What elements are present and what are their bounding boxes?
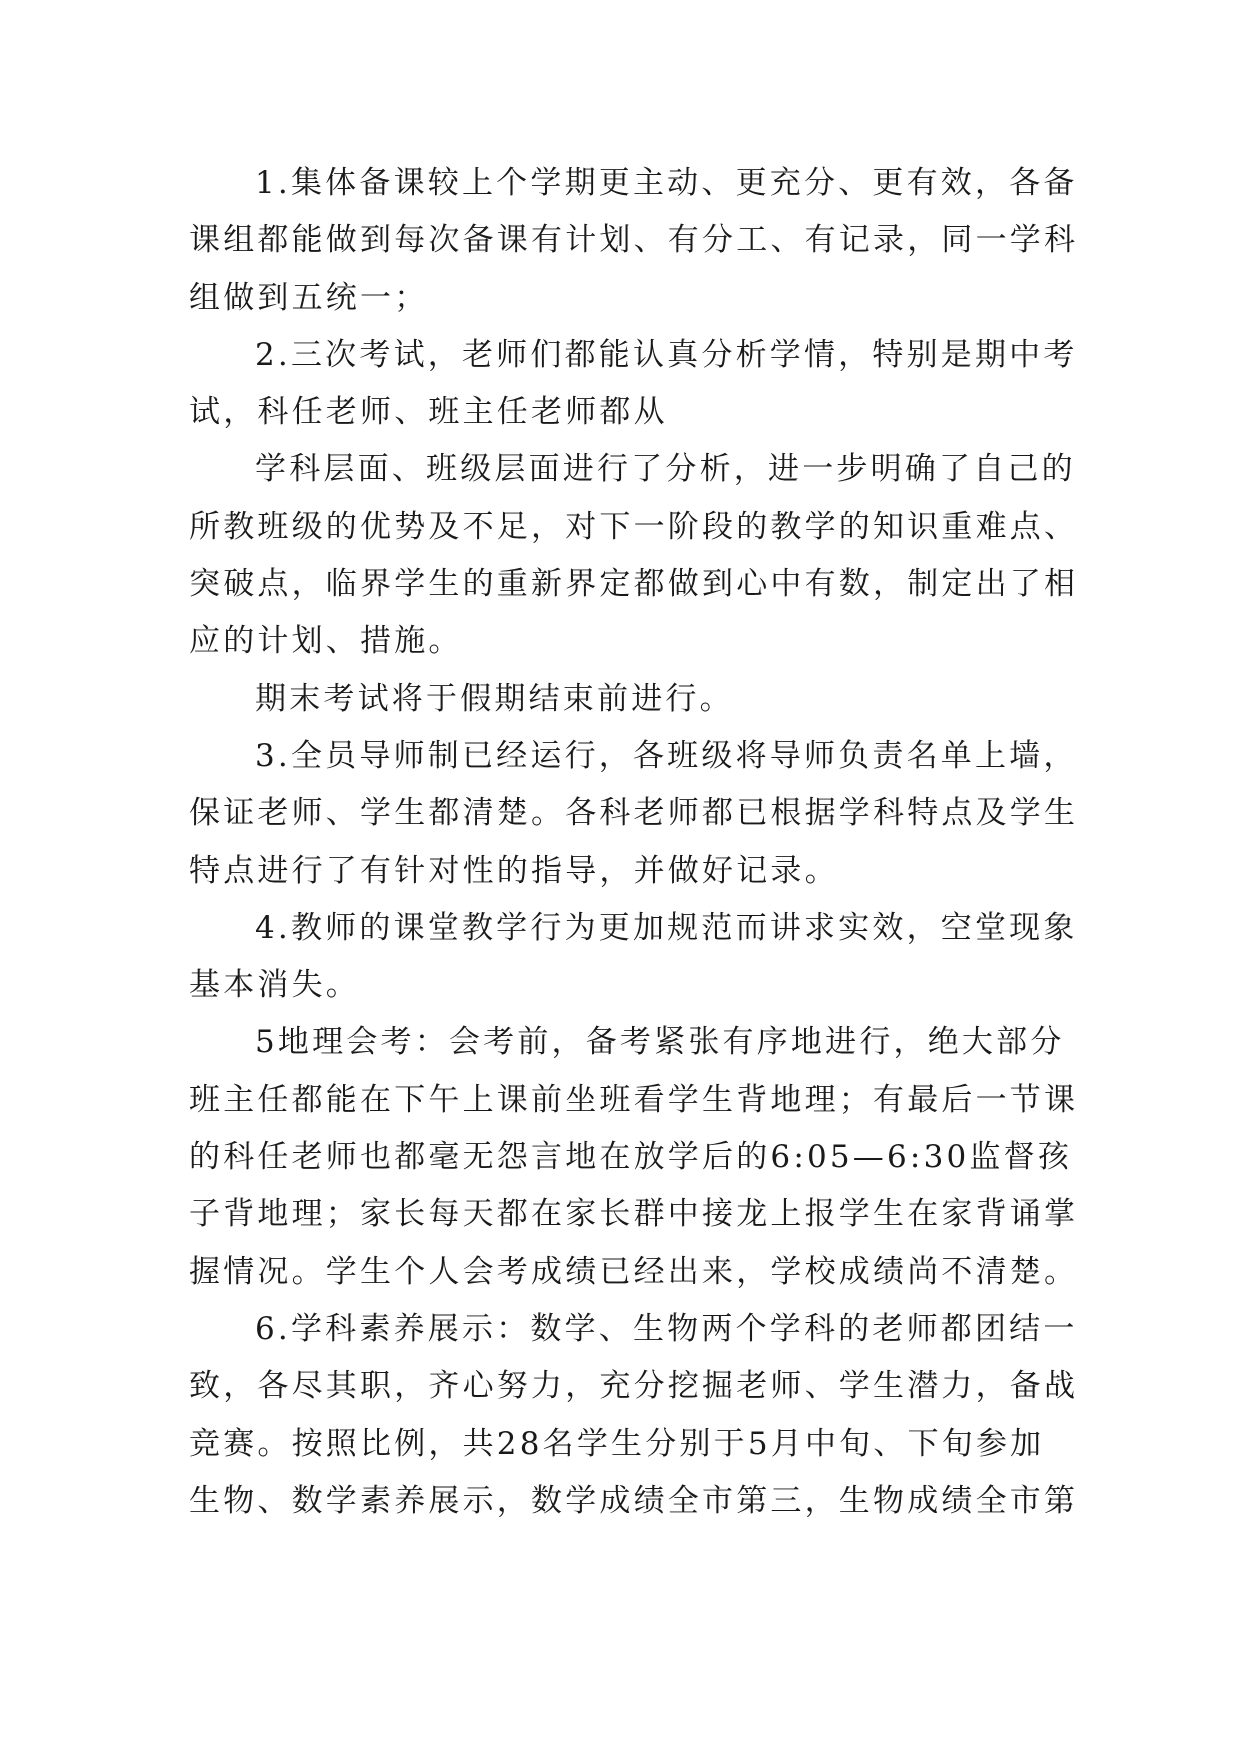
text-line: 组做到五统一； — [189, 279, 429, 316]
text-line: 基本消失。 — [189, 967, 360, 1004]
text-line: 3.全员导师制已经运行，各班级将导师负责名单上墙， — [255, 737, 1078, 774]
text-line: 6.学科素养展示：数学、生物两个学科的老师都团结一 — [255, 1310, 1078, 1347]
text-line: 突破点，临界学生的重新界定都做到心中有数，制定出了相 — [189, 566, 1079, 603]
text-line: 应的计划、措施。 — [189, 623, 463, 660]
text-line: 期末考试将于假期结束前进行。 — [255, 680, 734, 717]
text-line: 4.教师的课堂教学行为更加规范而讲求实效，空堂现象 — [255, 909, 1078, 946]
text-line: 所教班级的优势及不足，对下一阶段的教学的知识重难点、 — [189, 508, 1079, 545]
text-line: 课组都能做到每次备课有计划、有分工、有记录，同一学科 — [189, 222, 1079, 259]
text-line: 保证老师、学生都清楚。各科老师都已根据学科特点及学生 — [189, 795, 1079, 832]
text-line: 生物、数学素养展示，数学成绩全市第三，生物成绩全市第 — [189, 1482, 1079, 1519]
text-line: 学科层面、班级层面进行了分析，进一步明确了自己的 — [255, 451, 1076, 488]
text-line: 试，科任老师、班主任老师都从 — [189, 394, 668, 431]
text-line: 子背地理；家长每天都在家长群中接龙上报学生在家背诵掌 — [189, 1196, 1079, 1233]
text-line: 班主任都能在下午上课前坐班看学生背地理；有最后一节课 — [189, 1081, 1079, 1118]
text-line: 1.集体备课较上个学期更主动、更充分、更有效，各备 — [255, 165, 1078, 201]
text-line: 5地理会考：会考前，备考紧张有序地进行，绝大部分 — [255, 1024, 1065, 1061]
text-line: 致，各尽其职，齐心努力，充分挖掘老师、学生潜力，备战 — [189, 1368, 1079, 1405]
text-line: 2.三次考试，老师们都能认真分析学情，特别是期中考 — [255, 336, 1078, 373]
text-line: 竞赛。按照比例，共28名学生分别于5月中旬、下旬参加 — [189, 1425, 1045, 1462]
text-line: 的科任老师也都毫无怨言地在放学后的6:05—6:30监督孩 — [189, 1139, 1073, 1176]
text-line: 特点进行了有针对性的指导，并做好记录。 — [189, 852, 839, 889]
text-line: 握情况。学生个人会考成绩已经出来，学校成绩尚不清楚。 — [189, 1253, 1079, 1290]
document-body — [189, 155, 1079, 1530]
